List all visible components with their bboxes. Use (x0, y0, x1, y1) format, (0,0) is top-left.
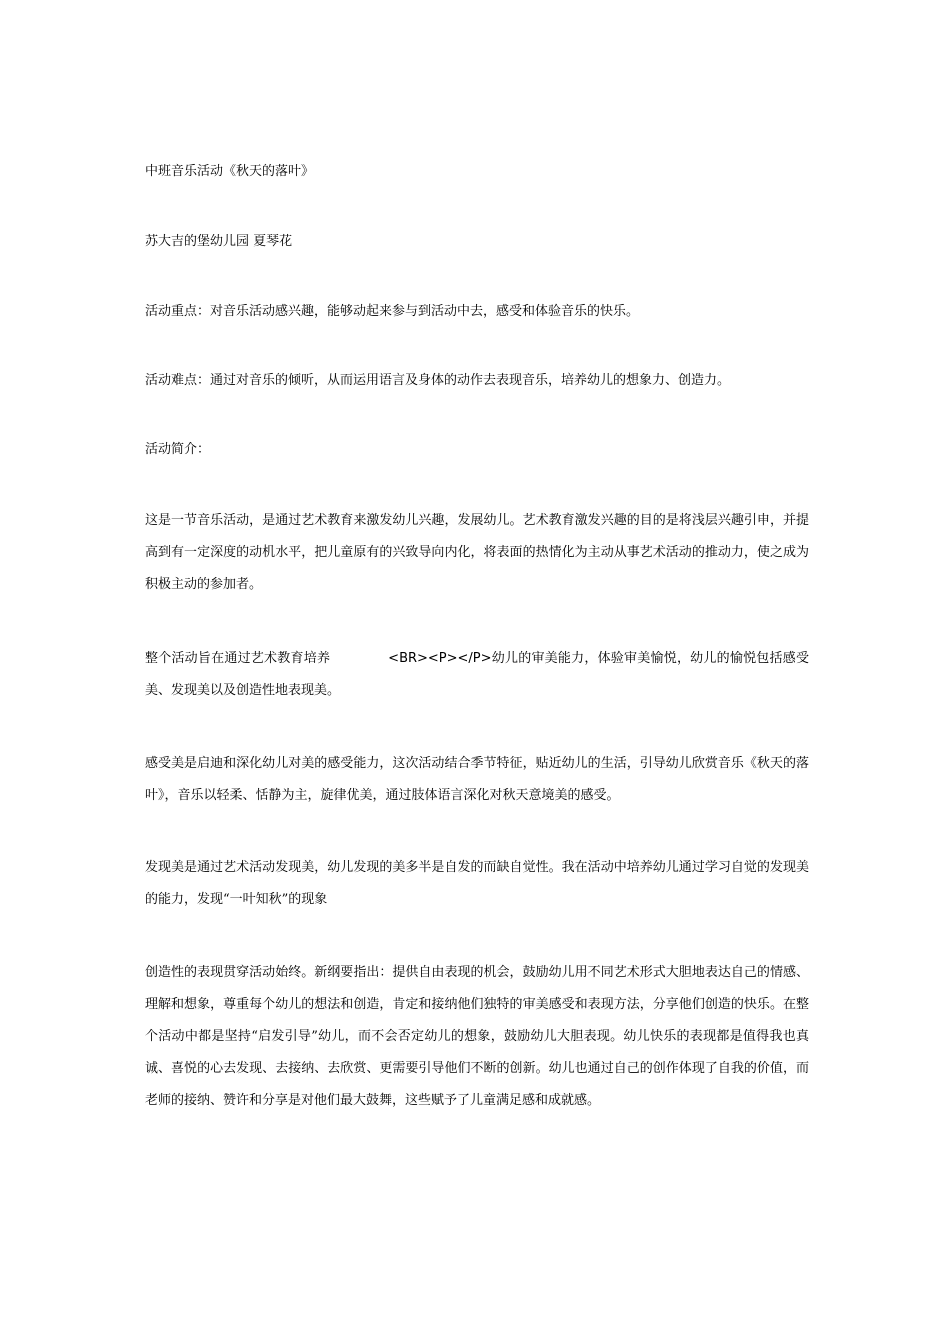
intro-paragraph: 这是一节音乐活动，是通过艺术教育来激发幼儿兴趣，发展幼儿。艺术教育激发兴趣的目的是将浅层兴趣引申，并提高到有一定深度的动机水平，把儿童原有的兴致导向内化，将表面的热情化为主动从事艺术活动的推动力，使之成为积极主动的参加者。 (145, 513, 809, 592)
create-paragraph: 创造性的表现贯穿活动始终。新纲要指出：提供自由表现的机会，鼓励幼儿用不同艺术形式大胆地表达自己的情感、理解和想象，尊重每个幼儿的想法和创造，肯定和接纳他们独特的审美感受和表现方法，分享他们创造的快乐。在整个活动中都是坚持“启发引导”幼儿，而不会否定幼儿的想象，鼓励幼儿大胆表现。幼儿快乐的表现都是值得我也真诚、喜悦的心去发现、去接纳、去欣赏、更需要引导他们不断的创新。幼儿也通过自己的创作体现了自我的价值，而老师的接纳、赞许和分享是对他们最大鼓舞，这些赋予了儿童满足感和成就感。 (145, 965, 809, 1108)
document-author: 苏大吉的堡幼儿园 夏琴花 (145, 234, 293, 249)
key-point-line: 活动重点：对音乐活动感兴趣，能够动起来参与到活动中去，感受和体验音乐的快乐。 (145, 304, 640, 319)
aim-paragraph-before: 整个活动旨在通过艺术教育培养 (145, 651, 331, 666)
aim-paragraph (145, 643, 809, 707)
difficulty-line: 活动难点：通过对音乐的倾听，从而运用语言及身体的动作去表现音乐，培养幼儿的想象力、创造力。 (145, 373, 731, 388)
discover-paragraph: 发现美是通过艺术活动发现美，幼儿发现的美多半是自发的而缺自觉性。我在活动中培养幼儿通过学习自觉的发现美的能力，发现“一叶知秋”的现象 (145, 860, 809, 907)
aim-paragraph-after: 幼儿的审美能力，体验审美愉悦，幼儿的愉悦包括感受美、发现美以及创造性地表现美。 (145, 651, 809, 698)
feel-paragraph: 感受美是启迪和深化幼儿对美的感受能力，这次活动结合季节特征，贴近幼儿的生活，引导幼儿欣赏音乐《秋天的落叶》，音乐以轻柔、恬静为主，旋律优美，通过肢体语言深化对秋天意境美的感受。 (145, 756, 809, 803)
intro-heading: 活动简介： (145, 442, 211, 457)
document-title: 中班音乐活动《秋天的落叶》 (145, 164, 315, 179)
html-tag-text: <BR><P></P> (388, 651, 492, 666)
